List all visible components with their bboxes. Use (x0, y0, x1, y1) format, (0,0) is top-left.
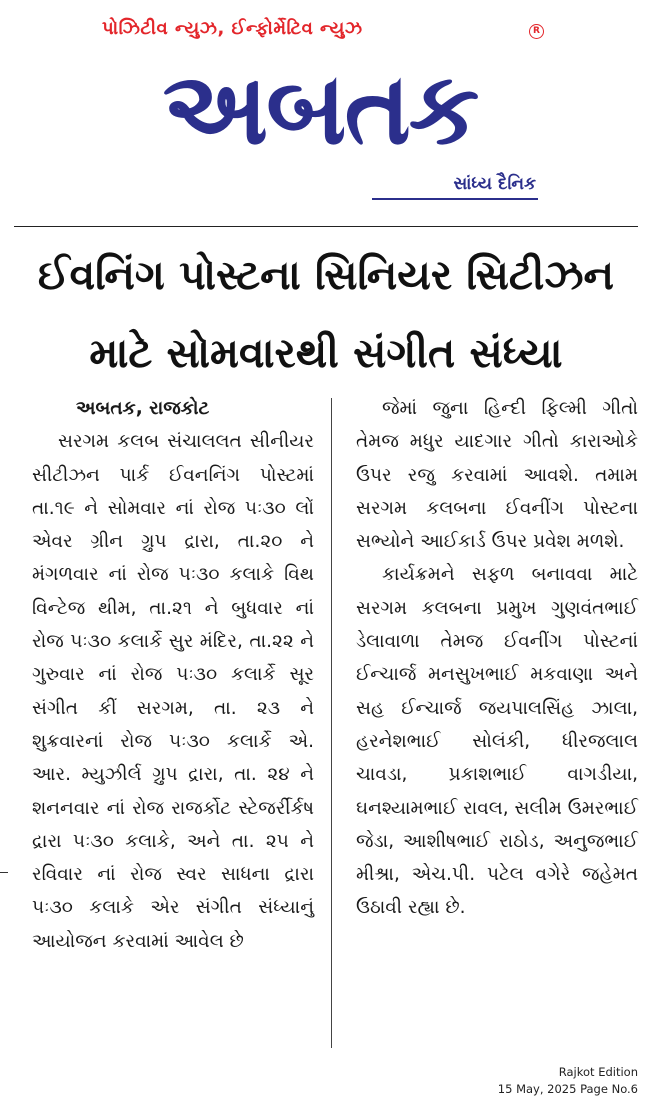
masthead-tagline: પોઝિટીવ ન્યુઝ, ઈન્ફોર્મેટિવ ન્યુઝ (102, 18, 363, 39)
article-paragraph: કાર્યક્રમને સફળ બનાવવા માટે સરગમ કલબના પ્રમુખ ગુણવંતભાઈ ડેલાવાળા તેમજ ઈવનીંગ પોસ્ટનાં ઈન્ચાર્જ મનસુખભાઈ મકવાણા અને સહ ઈન્ચાર્જ જયપાલસિંહ ઝાલા, હરનેશભાઈ સોલંકી, ધીરજલાલ ચાવડા, પ્રકાશભાઈ વાગડીયા, ઘનશ્યામભાઈ રાવલ, સલીમ ઉમરભાઈ જેડા, આશીષભાઈ રાઠોડ, અનુજભાઈ મીશ્રા, એચ.પી. પટેલ વગેરે જહેમત ઉઠાવી રહ્યા છે. (356, 564, 638, 919)
article-left-column (32, 392, 314, 1057)
masthead (100, 12, 550, 208)
article-dateline: અબતક, રાજકોટ (76, 398, 210, 419)
edition-date-page: 15 May, 2025 Page No.6 (497, 1082, 638, 1096)
article-paragraph: સરગમ કલબ સંચાલલત સીનીયર સીટીઝન પાર્ક ઈવનનિંગ પોસ્ટમાં તા.૧૯ ને સોમવાર નાં રોજ ૫ઃ૩૦ લોં એવર ગ્રીન ગ્રુપ દ્રારા, તા.૨૦ ને મંગળવાર નાં રોજ ૫ઃ૩૦ કલાકે વિથ વિન્ટેજ થીમ, તા.૨૧ ને બુધવાર નાં રોજ ૫ઃ૩૦ કલાર્કે સુર મંદિર, તા.૨૨ ને ગુરુવાર નાં રોજ ૫ઃ૩૦ કલાર્કે સૂર સંગીત કીં સરગમ, તા. ૨૩ ને શુક્રવારનાં રોજ ૫ઃ૩૦ કલાર્કે એ. આર. મ્યુઝીર્લ ગ્રુપ દ્રારા, તા. ૨૪ ને શનનવાર નાં રોજ રાજર્કોટ સ્ટેજર્રીર્કષ દ્રારા ૫ઃ૩૦ કલાકે, અને તા. ૨૫ ને રવિવાર નાં રોજ સ્વર સાધના દ્રારા ૫ઃ૩૦ કલાકે એર સંગીત સંધ્યાનું આયોજન કરવામાં આવેલ છે (32, 431, 314, 952)
headline-top-rule (14, 226, 638, 227)
article-paragraph: જેમાં જુના હિન્દી ફિલ્મી ગીતો તેમજ મધુર યાદગાર ગીતો કારાઓકે ઉપર રજુ કરવામાં આવશે. તમામ સરગમ કલબના ઈવનીંગ પોસ્ટના સભ્યોને આઈકાર્ડ ઉપર પ્રવેશ મળશે. (356, 398, 638, 553)
masthead-subtitle: સાંધ્ય દૈનિક (453, 174, 536, 194)
edition-footer (498, 1064, 638, 1098)
margin-tick (0, 872, 8, 873)
masthead-underline (372, 198, 538, 200)
edition-name: Rajkot Edition (558, 1065, 638, 1079)
article-headline: ઈવનિંગ પોસ્ટના સિનિયર સિટીઝન માટે સોમવારથી સંગીત સંધ્યા (37, 251, 615, 377)
column-divider (331, 398, 332, 1048)
article-right-column (356, 392, 638, 1057)
registered-trademark-icon: R (529, 24, 544, 39)
newspaper-logo: અબતક (162, 50, 478, 167)
